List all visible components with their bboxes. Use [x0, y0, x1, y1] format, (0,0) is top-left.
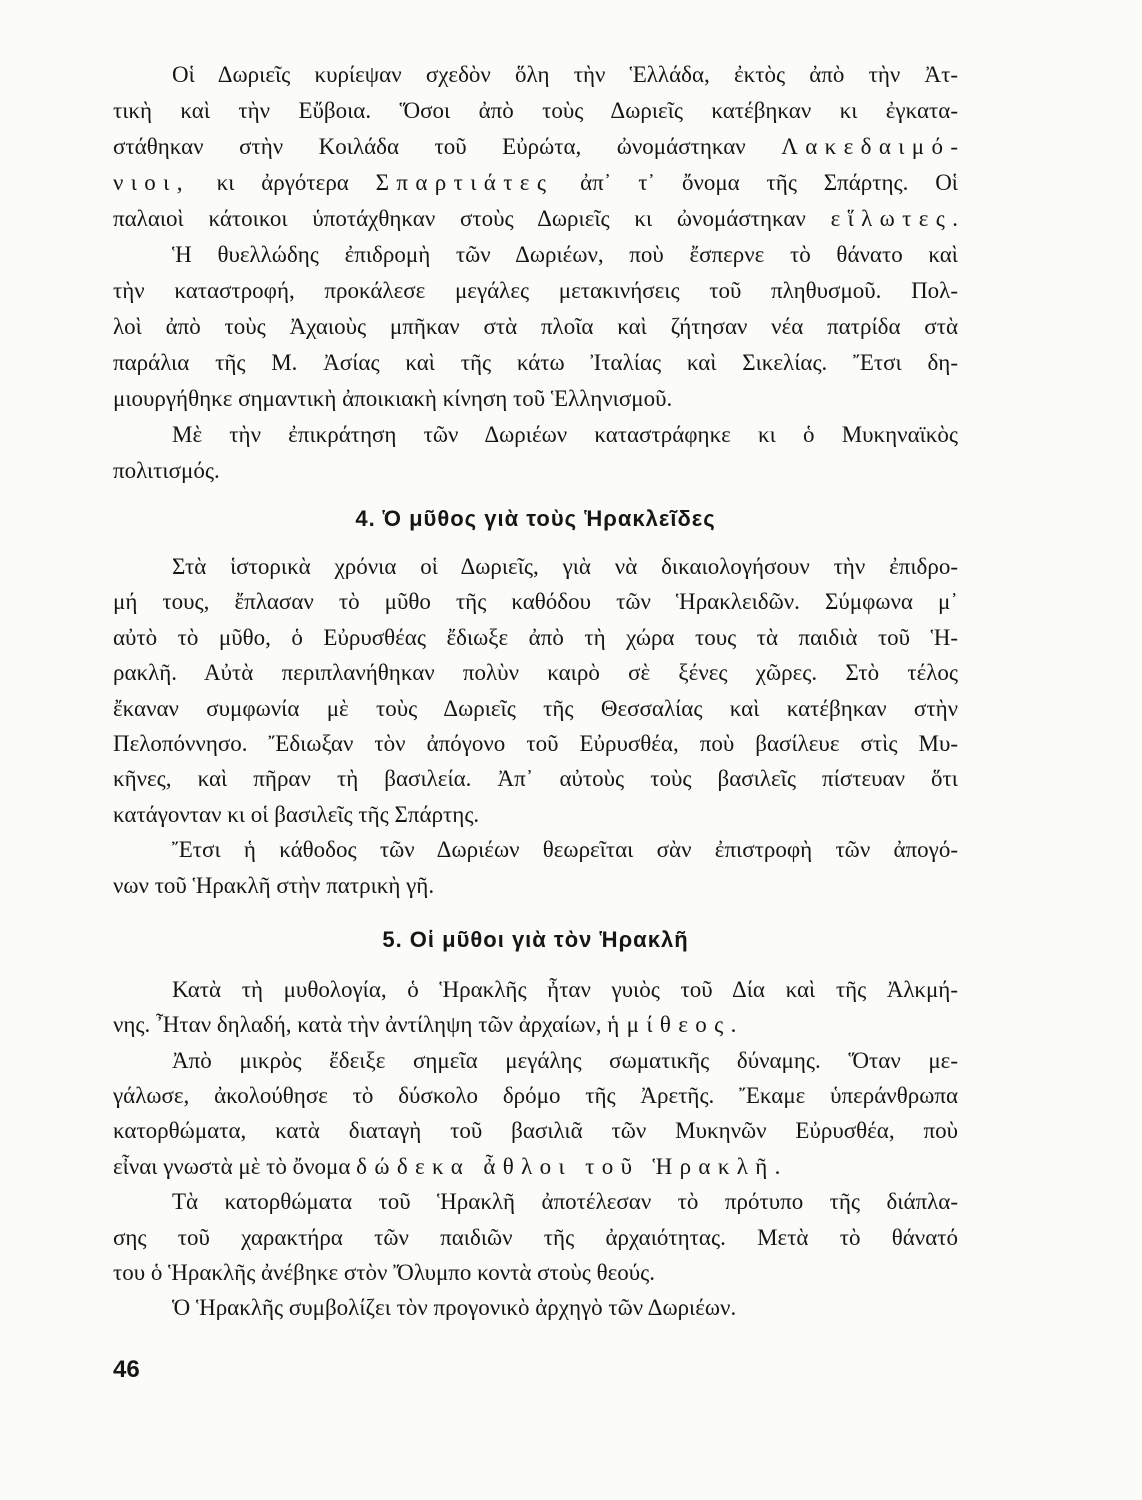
- text-line: Κατὰ τὴ μυθολογία, ὁ Ἡρακλῆς ἦταν γυιὸς τοῦ Δία καὶ τῆς Ἀλκμή-: [172, 976, 958, 1002]
- text-line: [113, 1149, 958, 1184]
- text-line: ρακλῆ. Αὐτὰ περιπλανήθηκαν πολὺν καιρὸ σὲ ξένες χῶρες. Στὸ τέλος: [113, 660, 958, 686]
- text-line: [113, 201, 966, 237]
- text-line: Ἔτσι ἡ κάθοδος τῶν Δωριέων θεωρεῖται σὰν ἐπιστροφὴ τῶν ἀπογό-: [172, 837, 958, 863]
- spaced-emphasis: Λακεδαιμό-: [781, 134, 966, 159]
- paragraph: [113, 1290, 958, 1325]
- paragraph: [113, 417, 958, 489]
- text-line: Ὁ Ἡρακλῆς συμβολίζει τὸν προγονικὸ ἀρχηγὸ τῶν Δωριέων.: [172, 1295, 737, 1321]
- text-segment: εἶναι γνωστὰ μὲ τὸ ὄνομα: [113, 1153, 351, 1179]
- text-line: του ὁ Ἡρακλῆς ἀνέβηκε στὸν Ὄλυμπο κοντὰ στοὺς θεούς.: [113, 1260, 655, 1286]
- section-dorians: [113, 57, 966, 489]
- text-line: [113, 129, 966, 165]
- text-line: μή τους, ἔπλασαν τὸ μῦθο τῆς καθόδου τῶν Ἡρακλειδῶν. Σύμφωνα μ᾽: [113, 589, 958, 615]
- text-line: Οἱ Δωριεῖς κυρίεψαν σχεδὸν ὅλη τὴν Ἑλλάδα, ἐκτὸς ἀπὸ τὴν Ἀτ-: [172, 62, 958, 87]
- text-segment: παλαιοὶ κάτοικοι ὑποτάχθηκαν στοὺς Δωριεῖς κι ὠνομάστηκαν: [113, 206, 806, 231]
- page-number: 46: [113, 1356, 140, 1383]
- text-line: τικὴ καὶ τὴν Εὔβοια. Ὅσοι ἀπὸ τοὺς Δωριεῖς κατέβηκαν κι ἐγκατα-: [113, 98, 958, 123]
- text-line: Ἀπὸ μικρὸς ἔδειξε σημεῖα μεγάλης σωματικῆς δύναμης. Ὅταν με-: [172, 1047, 958, 1073]
- text-line: Πελοπόννησο. Ἔδιωξαν τὸν ἀπόγονο τοῦ Εὐρυσθέα, ποὺ βασίλευε στὶς Μυ-: [113, 730, 958, 756]
- text-segment: νης. Ἦταν δηλαδή, κατὰ τὴν ἀντίληψη τῶν ἀρχαίων,: [113, 1012, 602, 1038]
- spaced-emphasis: δώδεκα ἆθλοι τοῦ Ἡρακλῆ.: [356, 1153, 788, 1179]
- text-line: τὴν καταστροφή, προκάλεσε μεγάλες μετακινήσεις τοῦ πληθυσμοῦ. Πολ-: [113, 278, 958, 303]
- section-heracles: [113, 972, 958, 1326]
- text-segment: ἀπ᾽ τ᾽ ὄνομα τῆς Σπάρτης. Οἱ: [580, 170, 958, 195]
- text-line: [113, 1007, 958, 1042]
- text-segment: στάθηκαν στὴν Κοιλάδα τοῦ Εὐρώτα, ὠνομάστηκαν: [113, 134, 746, 159]
- text-line: παράλια τῆς Μ. Ἀσίας καὶ τῆς κάτω Ἰταλίας καὶ Σικελίας. Ἔτσι δη-: [113, 350, 958, 375]
- text-line: Μὲ τὴν ἐπικράτηση τῶν Δωριέων καταστράφηκε κι ὁ Μυκηναϊκὸς: [172, 422, 958, 447]
- spaced-emphasis: Σπαρτιάτες: [375, 170, 554, 195]
- section-heading-5: 5. Οἱ μῦθοι γιὰ τὸν Ἡρακλῆ: [382, 926, 689, 952]
- text-line: σης τοῦ χαρακτήρα τῶν παιδιῶν τῆς ἀρχαιότητας. Μετὰ τὸ θάνατό: [113, 1224, 958, 1250]
- text-line: νων τοῦ Ἡρακλῆ στὴν πατρικὴ γῆ.: [113, 872, 435, 898]
- paragraph: [113, 237, 958, 417]
- text-line: Τὰ κατορθώματα τοῦ Ἡρακλῆ ἀποτέλεσαν τὸ πρότυπο τῆς διάπλα-: [172, 1189, 958, 1215]
- text-line: λοὶ ἀπὸ τοὺς Ἀχαιοὺς μπῆκαν στὰ πλοῖα καὶ ζήτησαν νέα πατρίδα στὰ: [113, 314, 958, 339]
- text-line: ἔκαναν συμφωνία μὲ τοὺς Δωριεῖς τῆς Θεσσαλίας καὶ κατέβηκαν στὴν: [113, 695, 958, 721]
- text-segment: κι ἀργότερα: [216, 170, 349, 195]
- text-line: Στὰ ἱστορικὰ χρόνια οἱ Δωριεῖς, γιὰ νὰ δικαιολογήσουν τὴν ἐπιδρο-: [172, 554, 958, 579]
- paragraph: [113, 972, 958, 1043]
- paragraph: [113, 1184, 958, 1290]
- text-line: κατορθώματα, κατὰ διαταγὴ τοῦ βασιλιᾶ τῶν Μυκηνῶν Εὐρυσθέα, ποὺ: [113, 1118, 958, 1144]
- text-line: μιουργήθηκε σημαντικὴ ἀποικιακὴ κίνηση τοῦ Ἑλληνισμοῦ.: [113, 386, 673, 411]
- spaced-emphasis: εἵλωτες.: [830, 206, 966, 231]
- text-line: [113, 165, 958, 201]
- paragraph: [113, 549, 958, 832]
- spaced-emphasis: ἡμίθεος.: [607, 1012, 744, 1038]
- text-line: γάλωσε, ἀκολούθησε τὸ δύσκολο δρόμο τῆς Ἀρετῆς. Ἔκαμε ὑπεράνθρωπα: [113, 1083, 958, 1109]
- text-line: πολιτισμός.: [113, 458, 220, 483]
- spaced-emphasis: νιοι,: [113, 170, 190, 195]
- paragraph: [113, 832, 958, 903]
- section-heraclidae: [113, 549, 958, 903]
- section-heading-4: 4. Ὁ μῦθος γιὰ τοὺς Ἡρακλεῖδες: [355, 506, 716, 531]
- text-line: κατάγονταν κι οἱ βασιλεῖς τῆς Σπάρτης.: [113, 801, 480, 827]
- text-line: αὐτὸ τὸ μῦθο, ὁ Εὐρυσθέας ἔδιωξε ἀπὸ τὴ χώρα τους τὰ παιδιὰ τοῦ Ἡ-: [113, 624, 958, 650]
- paragraph: [113, 57, 966, 237]
- text-line: κῆνες, καὶ πῆραν τὴ βασιλεία. Ἀπ᾽ αὐτοὺς τοὺς βασιλεῖς πίστευαν ὅτι: [113, 766, 958, 792]
- text-line: Ἡ θυελλώδης ἐπιδρομὴ τῶν Δωριέων, ποὺ ἔσπερνε τὸ θάνατο καὶ: [172, 242, 958, 267]
- page-body: [113, 57, 966, 1326]
- paragraph: [113, 1043, 958, 1185]
